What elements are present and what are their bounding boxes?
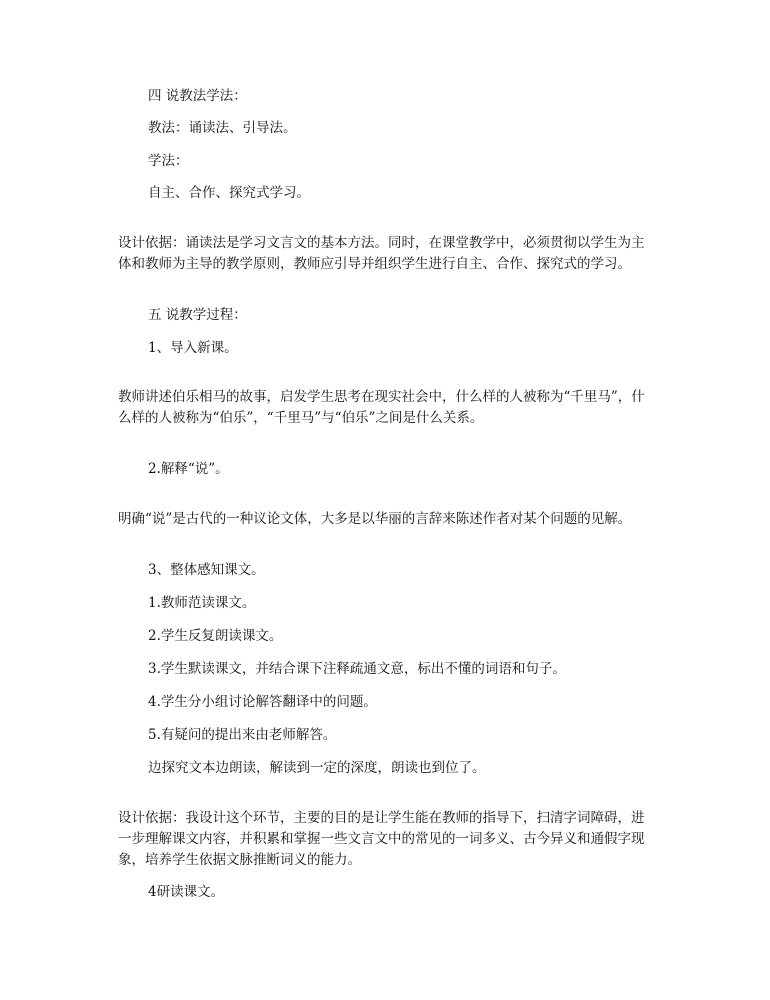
section-5-heading: 五 说教学过程：	[148, 307, 247, 323]
step-3-summary: 边探究文本边朗读，解读到一定的深度，朗读也到位了。	[148, 760, 486, 776]
step-2-text: 明确“说”是古代的一种议论文体，大多是以华丽的言辞来陈述作者对某个问题的见解。	[118, 511, 632, 527]
step-1-heading: 1、导入新课。	[148, 340, 238, 356]
step-2-heading: 2.解释“说”。	[148, 461, 229, 477]
design-basis-1: 设计依据：诵读法是学习文言文的基本方法。同时，在课堂教学中，必须贯彻以学生为主体和教师为主导的教学原则，教师应引导并组织学生进行自主、合作、探究式的学习。	[118, 235, 645, 272]
teaching-method: 教法：诵读法、引导法。	[148, 120, 297, 136]
step-3-item: 1.教师范读课文。	[148, 595, 256, 611]
step-1-text: 教师讲述伯乐相马的故事，启发学生思考在现实社会中，什么样的人被称为“千里马”，什么样的人被称为“伯乐”，“千里马”与“伯乐”之间是什么关系。	[118, 389, 645, 426]
step-4-heading: 4研读课文。	[148, 884, 225, 900]
step-3-item: 2.学生反复朗读课文。	[148, 628, 283, 644]
learning-method-label: 学法：	[148, 153, 189, 169]
section-4-heading: 四 说教法学法：	[148, 88, 247, 104]
design-basis-2: 设计依据：我设计这个环节，主要的目的是让学生能在教师的指导下，扫清字词障碍，进一步理解课文内容，并积累和掌握一些文言文中的常见的一词多义、古今异义和通假字现象，培养学生依据文脉推断词义的能力。	[118, 810, 645, 868]
step-3-heading: 3、整体感知课文。	[148, 562, 265, 578]
step-3-item: 3.学生默读课文，并结合课下注释疏通文意，标出不懂的词语和句子。	[148, 661, 566, 677]
learning-method: 自主、合作、探究式学习。	[148, 185, 310, 201]
step-3-item: 5.有疑问的提出来由老师解答。	[148, 727, 337, 743]
step-3-item: 4.学生分小组讨论解答翻译中的问题。	[148, 694, 377, 710]
